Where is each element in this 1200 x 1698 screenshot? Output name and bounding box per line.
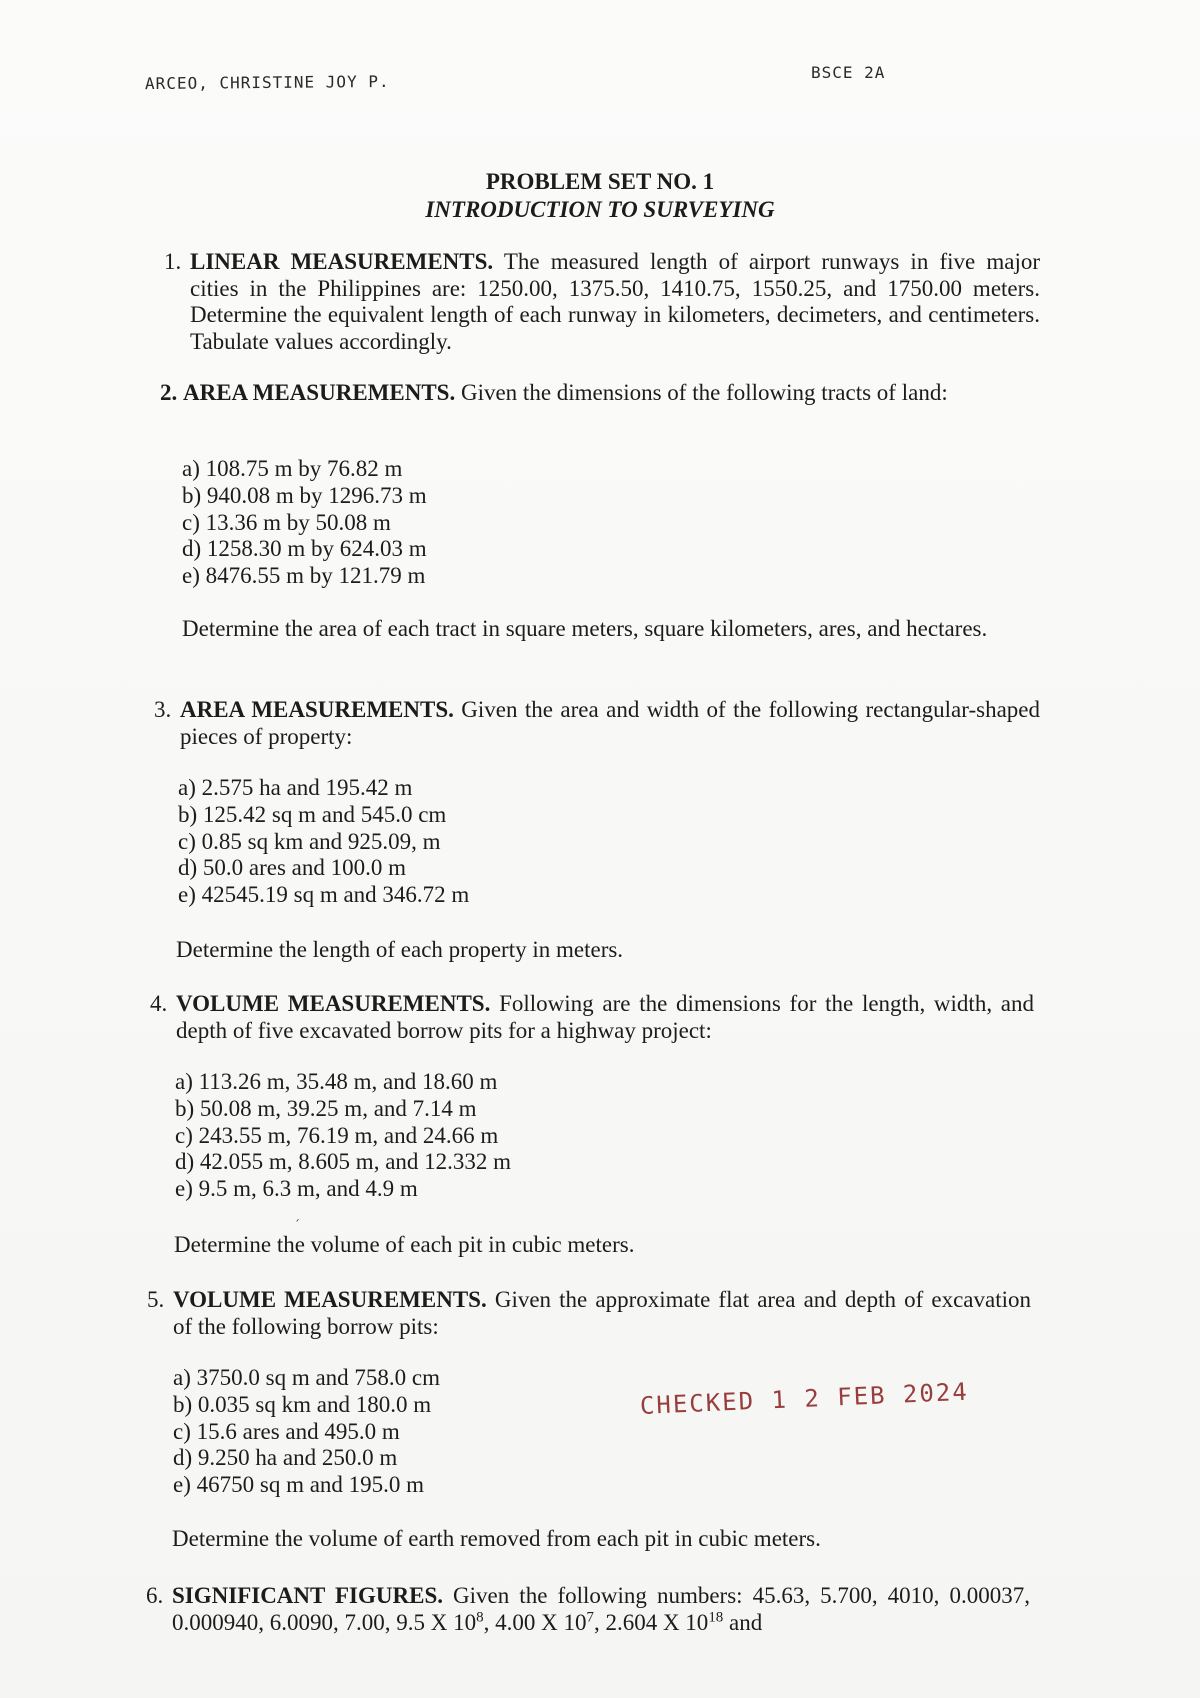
exponent: 7 (586, 1608, 594, 1625)
list-item: c) 243.55 m, 76.19 m, and 24.66 m (175, 1122, 499, 1148)
list-item: d) 50.0 ares and 100.0 m (178, 855, 407, 881)
checked-stamp (639, 1378, 969, 1420)
list-item: b) 125.42 sq m and 545.0 cm (178, 801, 447, 827)
problem-number: 4. (150, 991, 168, 1016)
problem-4-items (175, 1069, 511, 1203)
problem-heading: AREA MEASUREMENTS. (180, 697, 454, 722)
problem-heading: 2. (160, 380, 178, 405)
problem-number: 1. (164, 249, 182, 274)
problem-heading: LINEAR MEASUREMENTS. (190, 249, 494, 274)
stamp-label: CHECKED (639, 1386, 756, 1420)
problem-heading: AREA MEASUREMENTS. (183, 380, 456, 405)
list-item: b) 0.035 sq km and 180.0 m (173, 1391, 432, 1417)
list-item: a) 113.26 m, 35.48 m, and 18.60 m (175, 1069, 498, 1094)
problem-text: and (723, 1609, 763, 1635)
problem-number: 3. (154, 697, 172, 722)
problem-5 (147, 1287, 1032, 1340)
exponent: 18 (708, 1608, 724, 1625)
problem-2-instruction: Determine the area of each tract in square meters, square kilometers, ares, and hectares. (182, 616, 988, 641)
list-item: a) 2.575 ha and 195.42 m (178, 775, 413, 800)
problem-text: , 2.604 X 10 (593, 1609, 709, 1635)
problem-text: Given the following numbers: 45.63, 5.700, 4010, 0.00037, 0.000940, 6.0090, 7.00, 9.5 X 10 (172, 1583, 1030, 1635)
list-item: e) 46750 sq m and 195.0 m (173, 1472, 425, 1498)
stamp-date: 1 2 FEB 2024 (770, 1377, 970, 1415)
list-item: c) 15.6 ares and 495.0 m (173, 1418, 400, 1444)
list-item: d) 9.250 ha and 250.0 m (173, 1445, 398, 1471)
problem-text: Given the dimensions of the following tracts of land: (455, 380, 948, 405)
problem-4-instruction: Determine the volume of each pit in cubic meters. (174, 1232, 635, 1257)
list-item: d) 1258.30 m by 624.03 m (182, 536, 427, 562)
problem-text: Following are the dimensions for the length, width, and depth of five excavated borrow pits for a highway project: (176, 991, 1035, 1043)
problem-3 (154, 697, 1040, 750)
student-name: ARCEO, CHRISTINE JOY P. (144, 71, 390, 94)
page-subtitle: INTRODUCTION TO SURVEYING (425, 197, 775, 222)
list-item: d) 42.055 m, 8.605 m, and 12.332 m (175, 1149, 512, 1175)
problem-5-instruction: Determine the volume of earth removed from each pit in cubic meters. (172, 1526, 821, 1551)
problem-text: , 4.00 X 10 (483, 1609, 587, 1635)
problem-text: Given the area and width of the following rectangular-shaped pieces of property: (180, 697, 1040, 749)
list-item: a) 108.75 m by 76.82 m (182, 456, 403, 481)
problem-1 (164, 249, 1040, 355)
problem-number: 6. (146, 1583, 164, 1608)
list-item: b) 50.08 m, 39.25 m, and 7.14 m (175, 1095, 477, 1121)
page-title: PROBLEM SET NO. 1 (485, 169, 715, 194)
problem-heading: SIGNIFICANT FIGURES. (172, 1583, 443, 1608)
list-item: b) 940.08 m by 1296.73 m (182, 482, 427, 508)
problem-heading: VOLUME MEASUREMENTS. (176, 991, 491, 1016)
list-item: e) 8476.55 m by 121.79 m (182, 563, 426, 589)
pen-mark: ´ (294, 1218, 300, 1232)
problem-2 (160, 380, 1005, 407)
problem-text: The measured length of airport runways in five major cities in the Philippines are: 1250.00, 1375.50, 1410.75, 1550.25, and 1750.00 meters. Determine the equivalent length of each runway in kilometers, decimeters, and centimeters. Tabulate values accordingly. (190, 249, 1040, 354)
exponent: 8 (476, 1608, 484, 1625)
problem-2-items (182, 456, 427, 590)
list-item: c) 13.36 m by 50.08 m (182, 509, 391, 535)
list-item: c) 0.85 sq km and 925.09, m (178, 828, 441, 854)
list-item: e) 42545.19 sq m and 346.72 m (178, 882, 470, 908)
problem-6 (146, 1583, 1030, 1636)
title-block (0, 168, 1200, 224)
problem-number: 5. (147, 1287, 165, 1312)
student-section: BSCE 2A (811, 63, 886, 82)
problem-5-items (173, 1365, 440, 1499)
problem-text: Given the approximate flat area and depth of excavation of the following borrow pits: (173, 1287, 1032, 1339)
list-item: a) 3750.0 sq m and 758.0 cm (173, 1365, 441, 1390)
problem-4 (150, 991, 1035, 1044)
list-item: e) 9.5 m, 6.3 m, and 4.9 m (175, 1176, 418, 1202)
problem-3-instruction: Determine the length of each property in meters. (176, 937, 624, 962)
problem-heading: VOLUME MEASUREMENTS. (173, 1287, 487, 1312)
problem-3-items (178, 775, 469, 909)
